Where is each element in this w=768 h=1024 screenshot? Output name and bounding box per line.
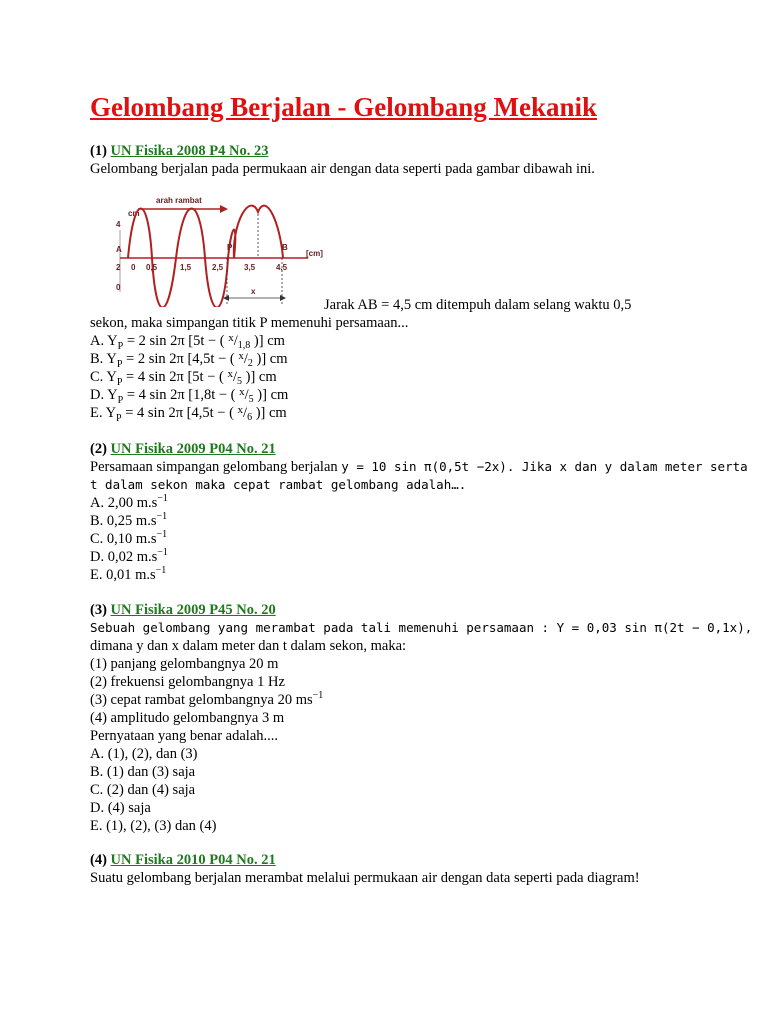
question-number: (3) — [90, 602, 107, 618]
y-unit-label: cm — [128, 209, 140, 218]
question-1-source-link[interactable]: UN Fisika 2008 P4 No. 23 — [110, 143, 269, 159]
question-2-header — [90, 440, 276, 458]
answer-option: A. 2,00 $m.s^{-1}$ — [90, 493, 168, 511]
question-2-text-2: t dalam sekon maka cepat rambat gelombang adalah…. — [90, 477, 467, 492]
question-number: (1) — [90, 143, 107, 159]
wave-curve — [128, 206, 283, 307]
question-1-intro: Gelombang berjalan pada permukaan air dengan data seperti pada gambar dibawah ini. — [90, 161, 595, 177]
x-tick: 0 — [131, 263, 136, 272]
statement: (2) frekuensi gelombangnya 1 Hz — [90, 674, 285, 690]
y-bottom-label: 0 — [116, 283, 121, 292]
question-1-text-2: sekon, maka simpangan titik P memenuhi persamaan... — [90, 315, 409, 331]
answer-option: C. (2) dan (4) saja — [90, 782, 196, 798]
statement: (3) cepat rambat gelombangnya 20 $ms^{-1}$ — [90, 690, 324, 708]
question-3-source-link[interactable]: UN Fisika 2009 P45 No. 20 — [110, 602, 276, 618]
question-4-header — [90, 851, 276, 869]
statement: (1) panjang gelombangnya 20 m — [90, 656, 279, 672]
answer-option: C. $Y_P = 4$ sin 2π [5t − ( $^x/_5$ )] cm — [90, 368, 277, 388]
question-3-text-2: dimana y dan x dalam meter dan t dalam sekon, maka: — [90, 638, 407, 654]
question-1-text-1: Jarak AB = 4,5 cm ditempuh dalam selang waktu 0,5 — [324, 297, 632, 313]
x-tick: 0,5 — [146, 263, 158, 272]
x-tick: 2,5 — [212, 263, 224, 272]
statement: (4) amplitudo gelombangnya 3 m — [90, 710, 285, 726]
point-p-label: P — [227, 243, 233, 252]
y-mid-label: 2 — [116, 263, 121, 272]
x-unit-label: [cm] — [306, 249, 323, 258]
arrow-head-icon — [220, 205, 228, 213]
y-top-label: 4 — [116, 220, 121, 229]
question-number: (2) — [90, 441, 107, 457]
point-a-label: A — [116, 245, 122, 254]
page-title: Gelombang Berjalan - Gelombang Mekanik — [90, 92, 598, 122]
question-2-source-link[interactable]: UN Fisika 2009 P04 No. 21 — [110, 441, 276, 457]
wave-figure — [108, 192, 338, 307]
question-4-source-link[interactable]: UN Fisika 2010 P04 No. 21 — [110, 852, 276, 868]
answer-option: B. $Y_P = 2$ sin 2π [4,5t − ( $^x/_2$ )] cm — [90, 350, 288, 370]
answer-option: B. 0,25 $m.s^{-1}$ — [90, 511, 168, 529]
x-tick: 4,5 — [276, 263, 288, 272]
question-3-text-1: Sebuah gelombang yang merambat pada tali memenuhi persamaan : Y = 0,03 sin π(2t − 0,1x), — [90, 620, 753, 635]
question-4-text: Suatu gelombang berjalan merambat melalui permukaan air dengan data seperti pada diagram! — [90, 870, 640, 886]
answer-option: D. $Y_P = 4$ sin 2π [1,8t − ( $^x/_5$ )] cm — [90, 386, 289, 406]
answer-option: C. 0,10 $m.s^{-1}$ — [90, 529, 168, 547]
question-number: (4) — [90, 852, 107, 868]
question-2-text-1: Persamaan simpangan gelombang berjalan y = 10 sin π(0,5t −2x). Jika x dan y dalam meter serta — [90, 459, 748, 475]
x-span-label: x — [251, 287, 256, 296]
span-right-arrow-icon — [280, 295, 286, 301]
answer-option: B. (1) dan (3) saja — [90, 764, 196, 780]
answer-option: D. 0,02 $m.s^{-1}$ — [90, 547, 168, 565]
answer-option: E. (1), (2), (3) dan (4) — [90, 818, 217, 834]
point-b-label: B — [282, 243, 288, 252]
answer-option: E. 0,01 $m.s^{-1}$ — [90, 565, 167, 583]
answer-option: D. (4) saja — [90, 800, 151, 816]
x-tick: 3,5 — [244, 263, 256, 272]
question-3-header — [90, 601, 276, 619]
answer-option: E. $Y_P = 4$ sin 2π [4,5t − ( $^x/_6$ )] cm — [90, 404, 287, 424]
question-3-prompt: Pernyataan yang benar adalah.... — [90, 728, 279, 744]
answer-option: A. (1), (2), dan (3) — [90, 746, 198, 762]
question-1-header — [90, 142, 268, 160]
x-tick: 1,5 — [180, 263, 192, 272]
answer-option: A. $Y_P = 2$ sin 2π [5t − ( $^x/_{1,8}$ )] cm — [90, 332, 285, 352]
arrow-label: arah rambat — [156, 196, 202, 205]
